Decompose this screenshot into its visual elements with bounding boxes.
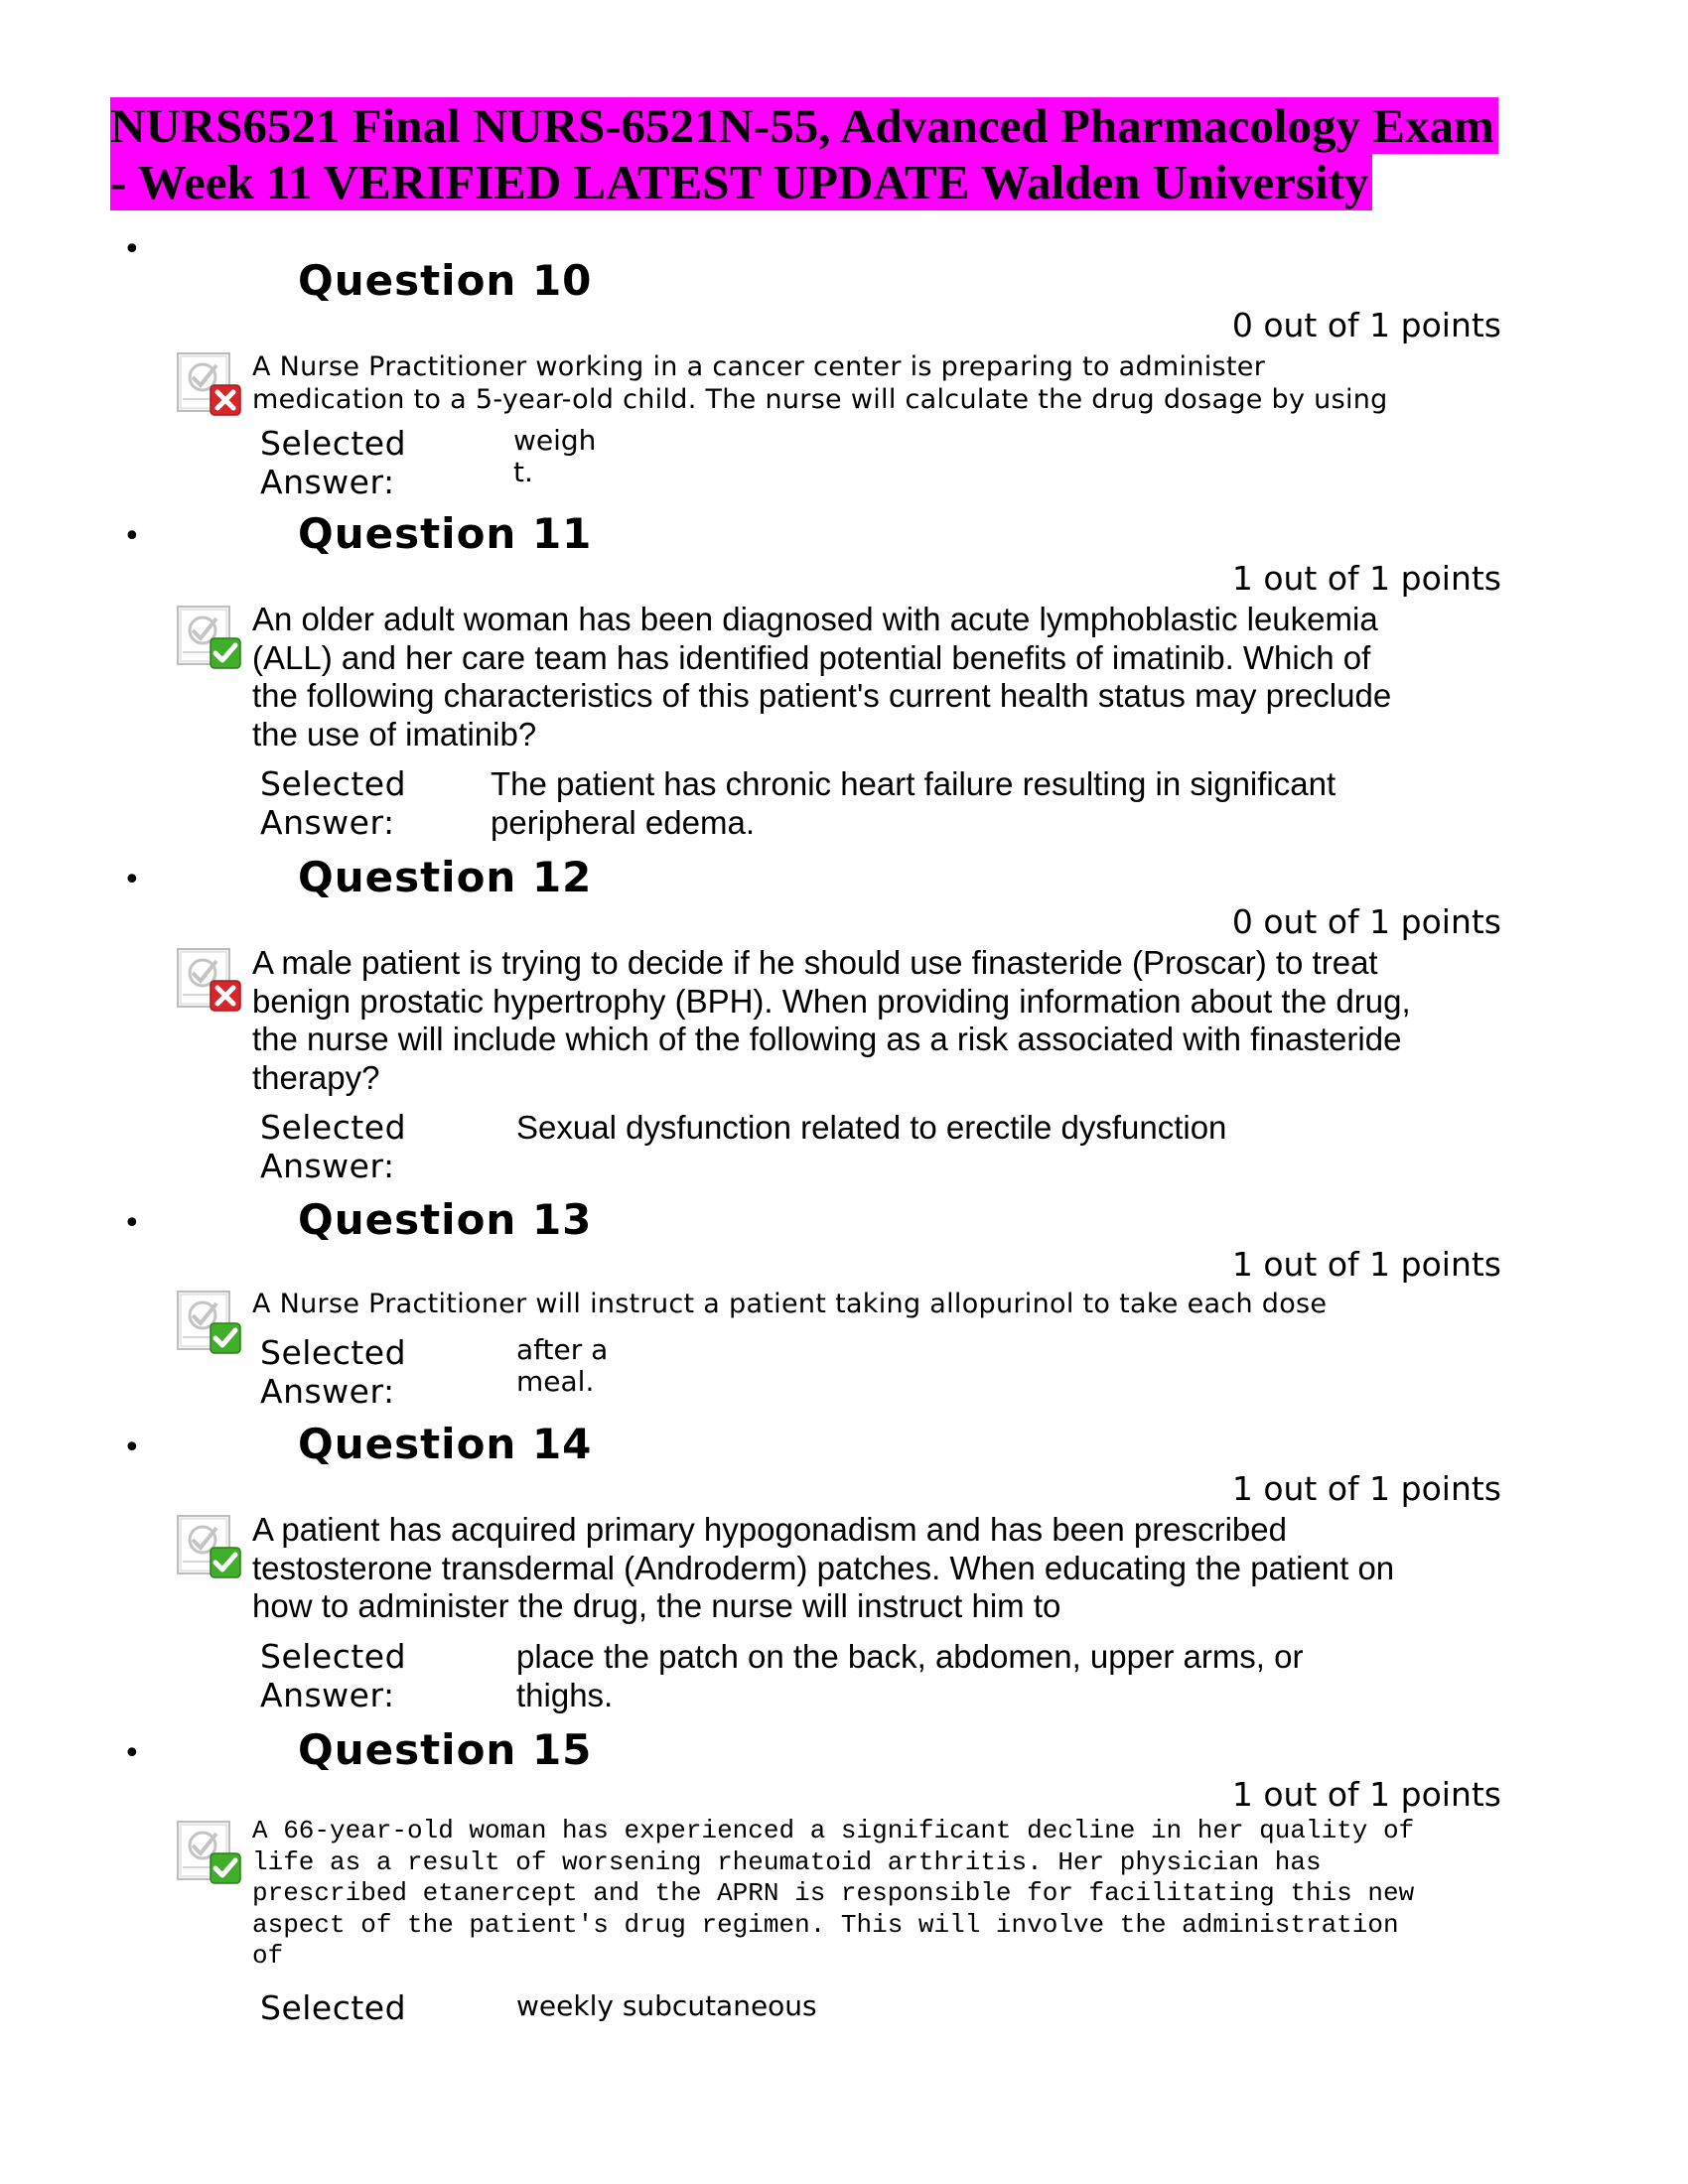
question-text: A Nurse Practitioner will instruct a patient taking allopurinol to take each dose bbox=[252, 1289, 1328, 1319]
document-title bbox=[110, 97, 1580, 210]
selected-label: Selected bbox=[260, 1108, 407, 1147]
incorrect-icon bbox=[175, 943, 246, 1015]
bullet: • bbox=[123, 519, 141, 554]
selected-answer: Sexual dysfunction related to erectile dysfunction bbox=[516, 1109, 1227, 1146]
bullet: • bbox=[123, 232, 141, 267]
correct-icon bbox=[175, 1816, 246, 1887]
question-text: A Nurse Practitioner working in a cancer center is preparing to administer medication to a 5-year-old child. The nurse will calculate the drug dosage by using bbox=[252, 351, 1388, 415]
selected-label: Selected bbox=[260, 1637, 407, 1676]
selected-answer: weekly subcutaneous bbox=[516, 1989, 817, 2022]
correct-icon bbox=[175, 1286, 246, 1357]
answer-label: Answer: bbox=[260, 1147, 395, 1185]
title-line-1: NURS6521 Final NURS-6521N-55, Advanced Pharmacology Exam bbox=[110, 97, 1498, 154]
points-score: 1 out of 1 points bbox=[1231, 1775, 1501, 1814]
question-text: A patient has acquired primary hypogonadism and has been prescribed testosterone transdermal (Androderm) patches. When educating the patient on how to administer the drug, the nurse will instruct him to bbox=[252, 1511, 1395, 1624]
answer-label: Answer: bbox=[260, 463, 395, 501]
bullet: • bbox=[123, 863, 141, 897]
question-heading: Question 11 bbox=[298, 509, 593, 558]
selected-label: Selected bbox=[260, 764, 407, 803]
correct-icon bbox=[175, 1510, 246, 1581]
bullet: • bbox=[123, 1736, 141, 1771]
question-heading: Question 14 bbox=[298, 1420, 593, 1468]
answer-label: Answer: bbox=[260, 1372, 395, 1411]
question-heading: Question 13 bbox=[298, 1195, 593, 1244]
selected-answer: after a meal. bbox=[516, 1333, 609, 1398]
bullet: • bbox=[123, 1206, 141, 1241]
title-line-2: - Week 11 VERIFIED LATEST UPDATE Walden University bbox=[110, 154, 1372, 210]
points-score: 0 out of 1 points bbox=[1231, 306, 1501, 344]
answer-label: Answer: bbox=[260, 803, 395, 842]
selected-label: Selected bbox=[260, 1333, 407, 1372]
selected-answer: The patient has chronic heart failure resulting in significant peripheral edema. bbox=[491, 765, 1336, 841]
points-score: 1 out of 1 points bbox=[1231, 559, 1501, 598]
answer-label: Answer: bbox=[260, 1676, 395, 1714]
question-heading: Question 12 bbox=[298, 853, 593, 901]
correct-icon bbox=[175, 601, 246, 672]
question-heading: Question 10 bbox=[298, 256, 593, 305]
selected-answer: weigh t. bbox=[513, 424, 597, 488]
question-heading: Question 15 bbox=[298, 1725, 593, 1774]
selected-label: Selected bbox=[260, 424, 407, 463]
selected-answer: place the patch on the back, abdomen, upper arms, or thighs. bbox=[516, 1638, 1304, 1713]
points-score: 1 out of 1 points bbox=[1231, 1469, 1501, 1508]
question-text: A 66-year-old woman has experienced a significant decline in her quality of life as a result of worsening rheumatoid arthritis. Her physician has prescribed etanercept and the APRN is responsible for facilitating this new aspect of the patient's drug regimen. This will involve the administration of bbox=[252, 1816, 1415, 1971]
question-text: A male patient is trying to decide if he should use finasteride (Proscar) to treat benign prostatic hypertrophy (BPH). When providing information about the drug, the nurse will include which of the following as a risk associated with finasteride therapy? bbox=[252, 944, 1411, 1096]
selected-label: Selected bbox=[260, 1988, 407, 2027]
bullet: • bbox=[123, 1431, 141, 1465]
points-score: 0 out of 1 points bbox=[1231, 902, 1501, 941]
question-text: An older adult woman has been diagnosed with acute lymphoblastic leukemia (ALL) and her care team has identified potential benefits of imatinib. Which of the following characteristics of this patient's current health status may preclude the use of imatinib? bbox=[252, 601, 1392, 752]
points-score: 1 out of 1 points bbox=[1231, 1245, 1501, 1284]
incorrect-icon bbox=[175, 347, 246, 419]
